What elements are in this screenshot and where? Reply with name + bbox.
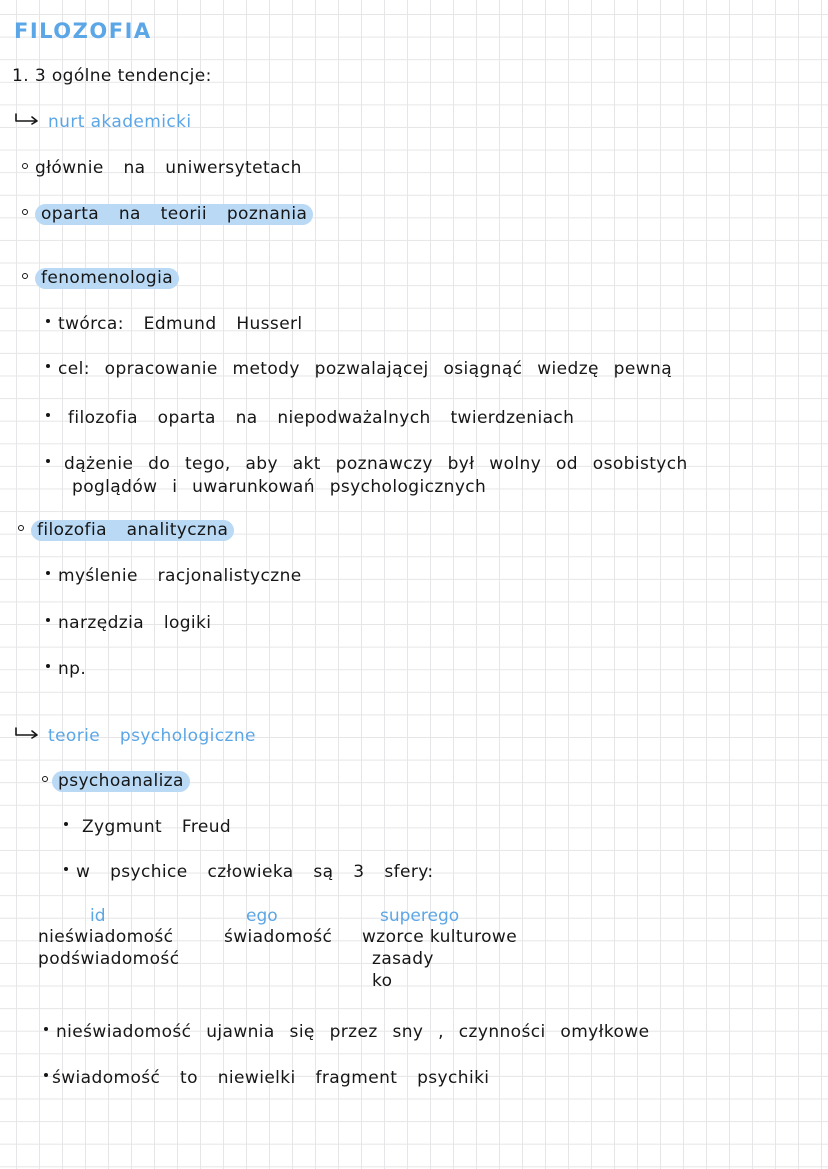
- list-item-highlighted: [22, 204, 313, 224]
- highlighted-text: psychoanaliza: [52, 771, 190, 792]
- point-text: myślenie racjonalistyczne: [58, 566, 302, 586]
- section-label-nurt-akademicki: [14, 112, 191, 132]
- hook-arrow-icon: [14, 727, 40, 739]
- point-text: Zygmunt Freud: [82, 817, 232, 837]
- dot-bullet-icon: [46, 618, 50, 622]
- page-title: FILOZOFIA: [14, 19, 152, 43]
- sphere-line: nieświadomość: [38, 927, 174, 947]
- point: [46, 408, 574, 428]
- subsection-psychoanaliza: [42, 771, 190, 791]
- dot-bullet-icon: [64, 822, 68, 826]
- dot-bullet-icon: [46, 319, 50, 323]
- dot-bullet-icon: [44, 1073, 48, 1077]
- highlighted-text: fenomenologia: [35, 268, 179, 289]
- highlighted-text: oparta na teorii poznania: [35, 204, 313, 225]
- circle-bullet-icon: [22, 163, 28, 169]
- dot-bullet-icon: [64, 867, 68, 871]
- dot-bullet-icon: [46, 571, 50, 575]
- point: [46, 566, 302, 586]
- sphere-column-ego: [224, 906, 332, 948]
- dot-bullet-icon: [46, 459, 50, 463]
- dot-bullet-icon: [46, 664, 50, 668]
- circle-bullet-icon: [42, 776, 48, 782]
- point-text: twórca: Edmund Husserl: [58, 314, 303, 334]
- point: [46, 453, 688, 475]
- list-item: [22, 158, 302, 178]
- list-item-text: głównie na uniwersytetach: [35, 158, 302, 178]
- subsection-filozofia-analityczna: [18, 520, 234, 540]
- point-text: nieświadomość ujawnia się przez sny , czynności omyłkowe: [56, 1022, 650, 1042]
- point: [44, 1068, 489, 1088]
- sphere-column-superego: [362, 906, 517, 992]
- dot-bullet-icon: [44, 1027, 48, 1031]
- circle-bullet-icon: [18, 525, 24, 531]
- point-text: świadomość to niewielki fragment psychiki: [52, 1068, 490, 1088]
- circle-bullet-icon: [22, 209, 28, 215]
- sphere-line: ko: [372, 971, 393, 991]
- circle-bullet-icon: [22, 273, 28, 279]
- dot-bullet-icon: [46, 364, 50, 368]
- sphere-name: id: [90, 906, 106, 926]
- sphere-line: zasady: [372, 949, 434, 969]
- section-label-teorie-psychologiczne: [14, 726, 256, 746]
- sphere-line: świadomość: [224, 927, 333, 947]
- highlighted-text: filozofia analityczna: [31, 520, 234, 541]
- point-text: narzędzia logiki: [58, 613, 212, 633]
- sphere-name: superego: [380, 906, 460, 926]
- point: [46, 314, 303, 334]
- point: [46, 659, 86, 679]
- section-heading: 1. 3 ogólne tendencje:: [12, 66, 212, 86]
- sphere-column-id: [38, 906, 179, 970]
- point: [64, 817, 231, 837]
- point-text: w psychice człowieka są 3 sfery:: [76, 862, 434, 882]
- point: [44, 1022, 649, 1042]
- hook-arrow-icon: [14, 113, 40, 125]
- section-label-text: teorie psychologiczne: [48, 726, 256, 746]
- point: [46, 613, 211, 633]
- sphere-line: wzorce kulturowe: [362, 927, 518, 947]
- point-text: dążenie do tego, aby akt poznawczy był wolny od osobistych: [64, 454, 688, 474]
- point-text: np.: [58, 659, 87, 679]
- point-continuation: poglądów i uwarunkowań psychologicznych: [72, 477, 487, 497]
- point-text: filozofia oparta na niepodważalnych twierdzeniach: [68, 408, 575, 428]
- section-label-text: nurt akademicki: [48, 112, 192, 132]
- point-text: cel: opracowanie metody pozwalającej osiągnąć wiedzę pewną: [58, 359, 673, 379]
- point: [46, 359, 672, 379]
- dot-bullet-icon: [46, 413, 50, 417]
- subsection-fenomenologia: [22, 268, 179, 288]
- point: [64, 862, 434, 882]
- sphere-line: podświadomość: [38, 949, 180, 969]
- sphere-name: ego: [246, 906, 278, 926]
